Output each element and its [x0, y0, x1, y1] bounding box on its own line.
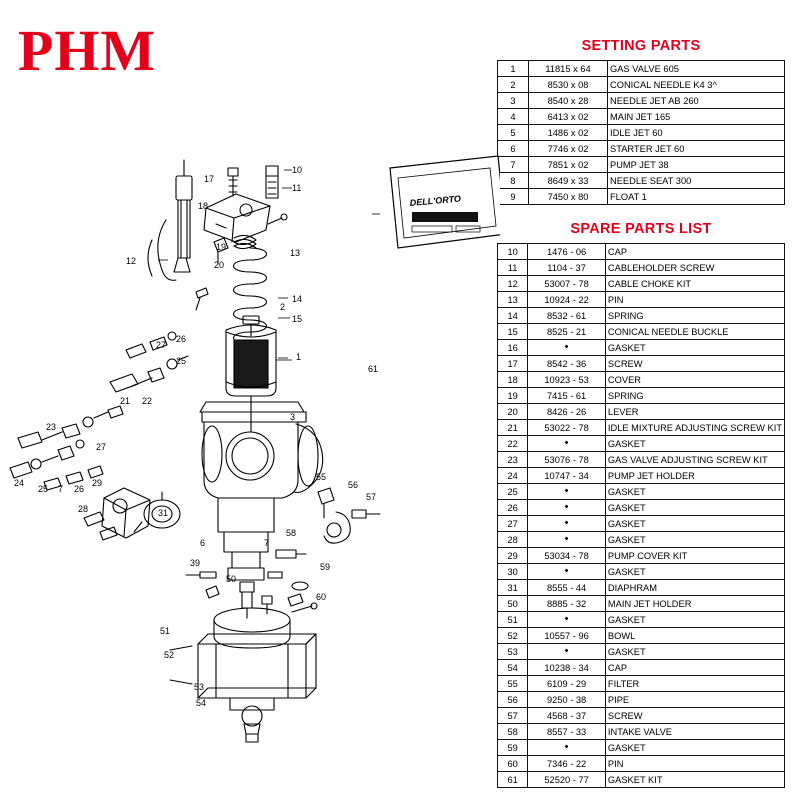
- brand-logo: PHM: [18, 18, 157, 83]
- callout-31: 31: [158, 508, 169, 518]
- table-row: [498, 516, 785, 532]
- table-row: [498, 740, 785, 756]
- table-row: [498, 308, 785, 324]
- callout-14: 14: [292, 294, 303, 304]
- row-code: 11815 x 64: [529, 61, 608, 77]
- part-pipe-56: [324, 512, 350, 543]
- table-row: [498, 500, 785, 516]
- row-code: 8555 - 44: [528, 580, 606, 596]
- callout-23: 23: [46, 422, 57, 432]
- row-description: CAP: [605, 660, 784, 676]
- row-description: GASKET: [605, 436, 784, 452]
- row-number: 55: [498, 676, 528, 692]
- callout-27: 27: [156, 340, 167, 350]
- callout-15: 15: [292, 314, 303, 324]
- table-row: [498, 388, 785, 404]
- table-row: [498, 61, 785, 77]
- table-row: [498, 692, 785, 708]
- row-description: FILTER: [605, 676, 784, 692]
- row-code: 8540 x 28: [529, 93, 608, 109]
- callout-39: 39: [190, 558, 201, 568]
- row-code: 1104 - 37: [528, 260, 606, 276]
- row-description: GASKET: [605, 644, 784, 660]
- table-row: [498, 660, 785, 676]
- row-description: GASKET KIT: [605, 772, 784, 788]
- part-screw-57: [352, 510, 380, 518]
- row-description: GASKET: [605, 564, 784, 580]
- row-code: 53022 - 78: [528, 420, 606, 436]
- row-code: 8530 x 08: [529, 77, 608, 93]
- row-description: CONICAL NEEDLE K4 3^: [608, 77, 785, 93]
- row-number: 58: [498, 724, 528, 740]
- part-main-jet-holder-50: [240, 582, 254, 618]
- row-code: •: [528, 740, 606, 756]
- callout-26b: 26: [74, 484, 85, 494]
- table-row: [498, 452, 785, 468]
- row-description: SCREW: [605, 356, 784, 372]
- carburettor-exploded-diagram: [0, 120, 500, 760]
- part-screw-17: [196, 288, 208, 310]
- callout-12: 12: [126, 256, 137, 266]
- table-row: [498, 77, 785, 93]
- row-number: 1: [498, 61, 529, 77]
- table-row: [498, 484, 785, 500]
- table-row: [498, 276, 785, 292]
- row-code: 7746 x 02: [529, 141, 608, 157]
- row-description: CABLE CHOKE KIT: [605, 276, 784, 292]
- part-cap-10: [228, 168, 238, 196]
- row-number: 24: [498, 468, 528, 484]
- row-description: PUMP COVER KIT: [605, 548, 784, 564]
- callout-13: 13: [290, 248, 301, 258]
- setting-parts-table: [497, 60, 785, 205]
- row-code: 53007 - 78: [528, 276, 606, 292]
- row-code: •: [528, 644, 606, 660]
- row-code: 10924 - 22: [528, 292, 606, 308]
- callout-61: 61: [368, 364, 379, 374]
- table-row: [498, 189, 785, 205]
- table-row: [498, 436, 785, 452]
- row-number: 21: [498, 420, 528, 436]
- table-row: [498, 420, 785, 436]
- row-code: 10557 - 96: [528, 628, 606, 644]
- part-diaphram-31: [134, 492, 180, 532]
- row-number: 7: [498, 157, 529, 173]
- row-description: MAIN JET HOLDER: [605, 596, 784, 612]
- row-code: •: [528, 484, 606, 500]
- row-description: PIN: [605, 292, 784, 308]
- row-code: •: [528, 532, 606, 548]
- table-row: [498, 596, 785, 612]
- row-number: 5: [498, 125, 529, 141]
- table-row: [498, 109, 785, 125]
- row-description: GASKET: [605, 740, 784, 756]
- row-description: PUMP JET HOLDER: [605, 468, 784, 484]
- callout-3: 3: [290, 412, 296, 422]
- row-code: 4568 - 37: [528, 708, 606, 724]
- row-number: 54: [498, 660, 528, 676]
- callout-25b: 25: [38, 484, 49, 494]
- part-spring-14: [234, 248, 267, 344]
- part-bowl-52: [198, 608, 316, 742]
- row-description: BOWL: [605, 628, 784, 644]
- row-number: 8: [498, 173, 529, 189]
- row-description: CONICAL NEEDLE BUCKLE: [605, 324, 784, 340]
- callout-7b: 7: [264, 538, 270, 548]
- part-float-39: [206, 586, 219, 598]
- row-description: DIAPHRAM: [605, 580, 784, 596]
- table-row: [498, 532, 785, 548]
- table-row: [498, 125, 785, 141]
- row-number: 15: [498, 324, 528, 340]
- row-number: 50: [498, 596, 528, 612]
- table-row: [498, 772, 785, 788]
- row-number: 28: [498, 532, 528, 548]
- row-description: LEVER: [605, 404, 784, 420]
- table-row: [498, 580, 785, 596]
- part-conical-needle-2: [248, 396, 254, 432]
- row-description: NEEDLE SEAT 300: [608, 173, 785, 189]
- table-row: [498, 756, 785, 772]
- row-number: 6: [498, 141, 529, 157]
- callout-19: 19: [216, 242, 227, 252]
- row-description: GASKET: [605, 340, 784, 356]
- row-number: 14: [498, 308, 528, 324]
- row-description: GAS VALVE ADJUSTING SCREW KIT: [605, 452, 784, 468]
- callout-55: 55: [316, 472, 327, 482]
- callout-25: 25: [176, 356, 187, 366]
- row-code: 8426 - 26: [528, 404, 606, 420]
- callout-17: 17: [204, 174, 215, 184]
- row-code: 6109 - 29: [528, 676, 606, 692]
- row-description: GASKET: [605, 500, 784, 516]
- callout-60: 60: [316, 592, 327, 602]
- setting-parts-body: [498, 61, 785, 205]
- row-code: 7346 - 22: [528, 756, 606, 772]
- row-code: 1476 - 06: [528, 244, 606, 260]
- row-number: 61: [498, 772, 528, 788]
- row-description: IDLE MIXTURE ADJUSTING SCREW KIT: [605, 420, 784, 436]
- table-row: [498, 141, 785, 157]
- row-description: SPRING: [605, 308, 784, 324]
- callout-58: 58: [286, 528, 297, 538]
- table-row: [498, 404, 785, 420]
- row-number: 60: [498, 756, 528, 772]
- callout-20: 20: [214, 260, 225, 270]
- callout-57: 57: [366, 492, 377, 502]
- row-number: 10: [498, 244, 528, 260]
- row-description: IDLE JET 60: [608, 125, 785, 141]
- row-number: 3: [498, 93, 529, 109]
- row-code: •: [528, 612, 606, 628]
- table-row: [498, 157, 785, 173]
- row-description: GASKET: [605, 484, 784, 500]
- table-row: [498, 644, 785, 660]
- row-code: 8557 - 33: [528, 724, 606, 740]
- row-number: 16: [498, 340, 528, 356]
- row-description: MAIN JET 165: [608, 109, 785, 125]
- row-number: 23: [498, 452, 528, 468]
- part-cover-18: [204, 194, 270, 242]
- table-row: [498, 356, 785, 372]
- callout-10: 10: [292, 165, 303, 175]
- row-description: GASKET: [605, 532, 784, 548]
- callout-2: 2: [280, 302, 286, 312]
- callout-56: 56: [348, 480, 359, 490]
- row-description: SPRING: [605, 388, 784, 404]
- part-cableholder-screw-11: [266, 166, 278, 198]
- row-description: CAP: [605, 244, 784, 260]
- spare-parts-body: [498, 244, 785, 788]
- part-intake-valve-58: [276, 550, 306, 558]
- row-code: 53034 - 78: [528, 548, 606, 564]
- row-number: 17: [498, 356, 528, 372]
- part-pump-jet-7: [268, 572, 282, 578]
- callout-18: 18: [198, 201, 209, 211]
- part-gas-valve-adjusting-screw-kit-23: [18, 406, 123, 448]
- row-code: 53076 - 78: [528, 452, 606, 468]
- row-number: 2: [498, 77, 529, 93]
- row-code: 8649 x 33: [529, 173, 608, 189]
- callout-22: 22: [142, 396, 153, 406]
- callout-59: 59: [320, 562, 331, 572]
- table-row: [498, 708, 785, 724]
- row-number: 19: [498, 388, 528, 404]
- row-code: 7450 x 80: [529, 189, 608, 205]
- callout-21: 21: [120, 396, 131, 406]
- callout-26: 26: [176, 334, 187, 344]
- diagram-svg: [0, 120, 500, 760]
- row-description: GASKET: [605, 516, 784, 532]
- table-row: [498, 260, 785, 276]
- row-description: SCREW: [605, 708, 784, 724]
- row-code: 10238 - 34: [528, 660, 606, 676]
- table-row: [498, 676, 785, 692]
- row-number: 29: [498, 548, 528, 564]
- table-row: [498, 628, 785, 644]
- row-code: 9250 - 38: [528, 692, 606, 708]
- row-code: 8542 - 36: [528, 356, 606, 372]
- row-number: 26: [498, 500, 528, 516]
- part-filter-55: [318, 488, 334, 518]
- callout-24: 24: [14, 478, 25, 488]
- row-number: 53: [498, 644, 528, 660]
- row-number: 12: [498, 276, 528, 292]
- table-row: [498, 292, 785, 308]
- row-description: NEEDLE JET AB 260: [608, 93, 785, 109]
- part-conical-needle-buckle-15: [243, 316, 259, 336]
- row-description: PIN: [605, 756, 784, 772]
- callout-7: 7: [58, 484, 64, 494]
- row-code: 7851 x 02: [529, 157, 608, 173]
- row-number: 13: [498, 292, 528, 308]
- parts-tables: [497, 38, 785, 788]
- row-code: 52520 - 77: [528, 772, 606, 788]
- row-number: 59: [498, 740, 528, 756]
- row-description: CABLEHOLDER SCREW: [605, 260, 784, 276]
- part-starter-jet-6: [186, 572, 216, 578]
- row-number: 4: [498, 109, 529, 125]
- row-description: PUMP JET 38: [608, 157, 785, 173]
- table-row: [498, 324, 785, 340]
- table-row: [498, 564, 785, 580]
- table-row: [498, 612, 785, 628]
- row-number: 30: [498, 564, 528, 580]
- table-row: [498, 724, 785, 740]
- callout-29: 29: [92, 478, 103, 488]
- callout-52: 52: [164, 650, 175, 660]
- row-code: 7415 - 61: [528, 388, 606, 404]
- callout-50: 50: [226, 574, 237, 584]
- row-code: 8525 - 21: [528, 324, 606, 340]
- row-number: 57: [498, 708, 528, 724]
- row-code: •: [528, 500, 606, 516]
- row-description: FLOAT 1: [608, 189, 785, 205]
- row-number: 31: [498, 580, 528, 596]
- table-row: [498, 548, 785, 564]
- row-description: GAS VALVE 605: [608, 61, 785, 77]
- row-description: PIPE: [605, 692, 784, 708]
- callout-6: 6: [200, 538, 206, 548]
- setting-parts-title: SETTING PARTS: [581, 38, 701, 54]
- callout-54: 54: [196, 698, 207, 708]
- callout-27b: 27: [96, 442, 107, 452]
- row-number: 27: [498, 516, 528, 532]
- row-description: STARTER JET 60: [608, 141, 785, 157]
- row-description: GASKET: [605, 612, 784, 628]
- part-gasket-59: [288, 582, 308, 606]
- row-code: •: [528, 436, 606, 452]
- table-row: [498, 340, 785, 356]
- spare-parts-title: SPARE PARTS LIST: [570, 221, 712, 237]
- table-row: [498, 372, 785, 388]
- part-needle-seat-8: [262, 596, 272, 614]
- callout-11: 11: [292, 183, 302, 193]
- part-screws-28-bottom: [84, 512, 117, 540]
- row-code: 1486 x 02: [529, 125, 608, 141]
- row-number: 51: [498, 612, 528, 628]
- row-code: •: [528, 340, 606, 356]
- table-row: [498, 173, 785, 189]
- spare-parts-table: [497, 243, 785, 788]
- row-code: 6413 x 02: [529, 109, 608, 125]
- row-code: •: [528, 564, 606, 580]
- part-pin-13: [268, 214, 287, 224]
- row-number: 22: [498, 436, 528, 452]
- row-number: 25: [498, 484, 528, 500]
- row-number: 52: [498, 628, 528, 644]
- row-code: 8532 - 61: [528, 308, 606, 324]
- row-number: 11: [498, 260, 528, 276]
- callout-28: 28: [78, 504, 89, 514]
- table-row: [498, 468, 785, 484]
- row-number: 18: [498, 372, 528, 388]
- row-description: INTAKE VALVE: [605, 724, 784, 740]
- row-code: 10923 - 53: [528, 372, 606, 388]
- row-number: 56: [498, 692, 528, 708]
- row-number: 20: [498, 404, 528, 420]
- part-pump-cover-kit-29: [102, 488, 150, 538]
- callout-51: 51: [160, 626, 171, 636]
- row-code: •: [528, 516, 606, 532]
- part-cable-choke-kit-12: [148, 160, 192, 280]
- row-description: COVER: [605, 372, 784, 388]
- carburettor-body: [200, 402, 323, 580]
- row-number: 9: [498, 189, 529, 205]
- table-row: [498, 244, 785, 260]
- row-code: 8885 - 32: [528, 596, 606, 612]
- callout-1: 1: [296, 352, 302, 362]
- table-gap: [497, 205, 785, 221]
- part-gasket-kit-61: [390, 156, 500, 248]
- row-code: 10747 - 34: [528, 468, 606, 484]
- part-screw-26-27: [126, 332, 176, 358]
- plate-brand-text: DELL'ORTO: [409, 193, 462, 208]
- callout-53: 53: [194, 682, 205, 692]
- table-row: [498, 93, 785, 109]
